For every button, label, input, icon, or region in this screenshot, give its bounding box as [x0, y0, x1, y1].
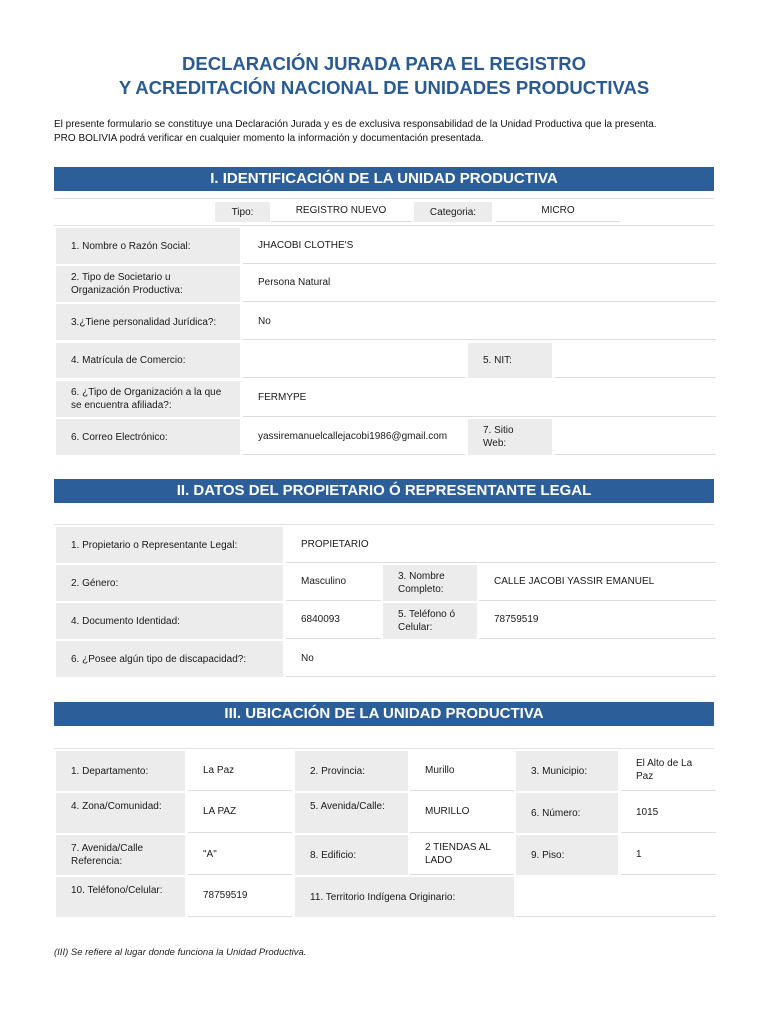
edificio-label: 8. Edificio:: [295, 835, 408, 875]
edificio-value: 2 TIENDAS AL LADO: [410, 833, 514, 875]
piso-value: 1: [621, 833, 716, 875]
telefono-celular-label: 10. Teléfono/Celular:: [56, 877, 185, 917]
municipio-value: El Alto de La Paz: [621, 749, 716, 791]
zona-comunidad-value: LA PAZ: [188, 791, 292, 833]
matricula-comercio-value: [243, 341, 465, 378]
nombre-razon-value: JHACOBI CLOTHE'S: [243, 226, 716, 264]
discapacidad-label: 6. ¿Posee algún tipo de discapacidad?:: [56, 641, 283, 677]
tipo-organizacion-value: FERMYPE: [243, 379, 716, 417]
propietario-label: 1. Propietario o Representante Legal:: [56, 527, 283, 563]
divider: [54, 198, 714, 199]
documento-identidad-value: 6840093: [286, 601, 381, 639]
telefono-celular-value: 78759519: [479, 601, 716, 639]
tipo-label: Tipo:: [215, 202, 270, 222]
documento-identidad-label: 4. Documento Identidad:: [56, 603, 283, 639]
genero-value: Masculino: [286, 563, 381, 601]
zona-comunidad-label: 4. Zona/Comunidad:: [56, 793, 185, 833]
nombre-razon-label: 1. Nombre o Razón Social:: [56, 228, 240, 264]
nombre-completo-value: CALLE JACOBI YASSIR EMANUEL: [479, 563, 716, 601]
title-line-2: Y ACREDITACIÓN NACIONAL DE UNIDADES PRODUCTIVAS: [118, 77, 650, 98]
numero-label: 6. Número:: [516, 793, 618, 833]
sitio-web-label: 7. Sitio Web:: [468, 419, 552, 455]
categoria-label: Categoria:: [414, 202, 492, 222]
municipio-label: 3. Municipio:: [516, 751, 618, 791]
territorio-indigena-value: [516, 875, 716, 917]
tipo-societario-value: Persona Natural: [243, 264, 716, 302]
departamento-label: 1. Departamento:: [56, 751, 185, 791]
section-1-header: I. IDENTIFICACIÓN DE LA UNIDAD PRODUCTIVA: [54, 167, 714, 191]
nit-value: [555, 341, 716, 378]
intro-line-2: PRO BOLIVIA podrá verificar en cualquier momento la información y documentación presentada.: [54, 133, 484, 144]
telefono-celular-label: 5. Teléfono ó Celular:: [383, 603, 477, 639]
territorio-indigena-label: 11. Territorio Indígena Originario:: [295, 877, 514, 917]
propietario-value: PROPIETARIO: [286, 525, 716, 563]
correo-value: yassiremanuelcallejacobi1986@gmail.com: [243, 417, 465, 455]
intro-text: [54, 118, 724, 146]
calle-referencia-value: "A": [188, 833, 292, 875]
piso-label: 9. Piso:: [516, 835, 618, 875]
title-line-1: DECLARACIÓN JURADA PARA EL REGISTRO: [182, 53, 586, 74]
nit-label: 5. NIT:: [468, 343, 552, 378]
avenida-calle-label: 5. Avenida/Calle:: [295, 793, 408, 833]
tipo-value: REGISTRO NUEVO: [271, 200, 411, 222]
departamento-value: La Paz: [188, 749, 292, 791]
genero-label: 2. Género:: [56, 565, 283, 601]
personalidad-juridica-value: No: [243, 302, 716, 340]
discapacidad-value: No: [286, 639, 716, 677]
divider: [54, 748, 714, 749]
section-2-header: II. DATOS DEL PROPIETARIO Ó REPRESENTANTE LEGAL: [54, 479, 714, 503]
tipo-societario-label: 2. Tipo de Societario u Organización Productiva:: [56, 266, 240, 302]
sitio-web-value: [555, 417, 716, 455]
footnote: (III) Se refiere al lugar donde funciona la Unidad Productiva.: [54, 947, 307, 958]
tipo-organizacion-label: 6. ¿Tipo de Organización a la que se encuentra afiliada?:: [56, 381, 240, 417]
calle-referencia-label: 7. Avenida/Calle Referencia:: [56, 835, 185, 875]
telefono-celular-value: 78759519: [188, 875, 292, 917]
intro-line-1: El presente formulario se constituye una Declaración Jurada y es de exclusiva responsabilidad de la Unidad Productiva que la presenta.: [54, 119, 657, 130]
correo-label: 6. Correo Electrónico:: [56, 419, 240, 455]
provincia-label: 2. Provincia:: [295, 751, 408, 791]
avenida-calle-value: MURILLO: [410, 791, 514, 833]
section-3-header: III. UBICACIÓN DE LA UNIDAD PRODUCTIVA: [54, 702, 714, 726]
personalidad-juridica-label: 3.¿Tiene personalidad Jurídica?:: [56, 304, 240, 340]
document-title: [0, 52, 768, 100]
numero-value: 1015: [621, 791, 716, 833]
matricula-comercio-label: 4. Matrícula de Comercio:: [56, 343, 240, 378]
categoria-value: MICRO: [496, 200, 620, 222]
provincia-value: Murillo: [410, 749, 514, 791]
nombre-completo-label: 3. Nombre Completo:: [383, 565, 477, 601]
